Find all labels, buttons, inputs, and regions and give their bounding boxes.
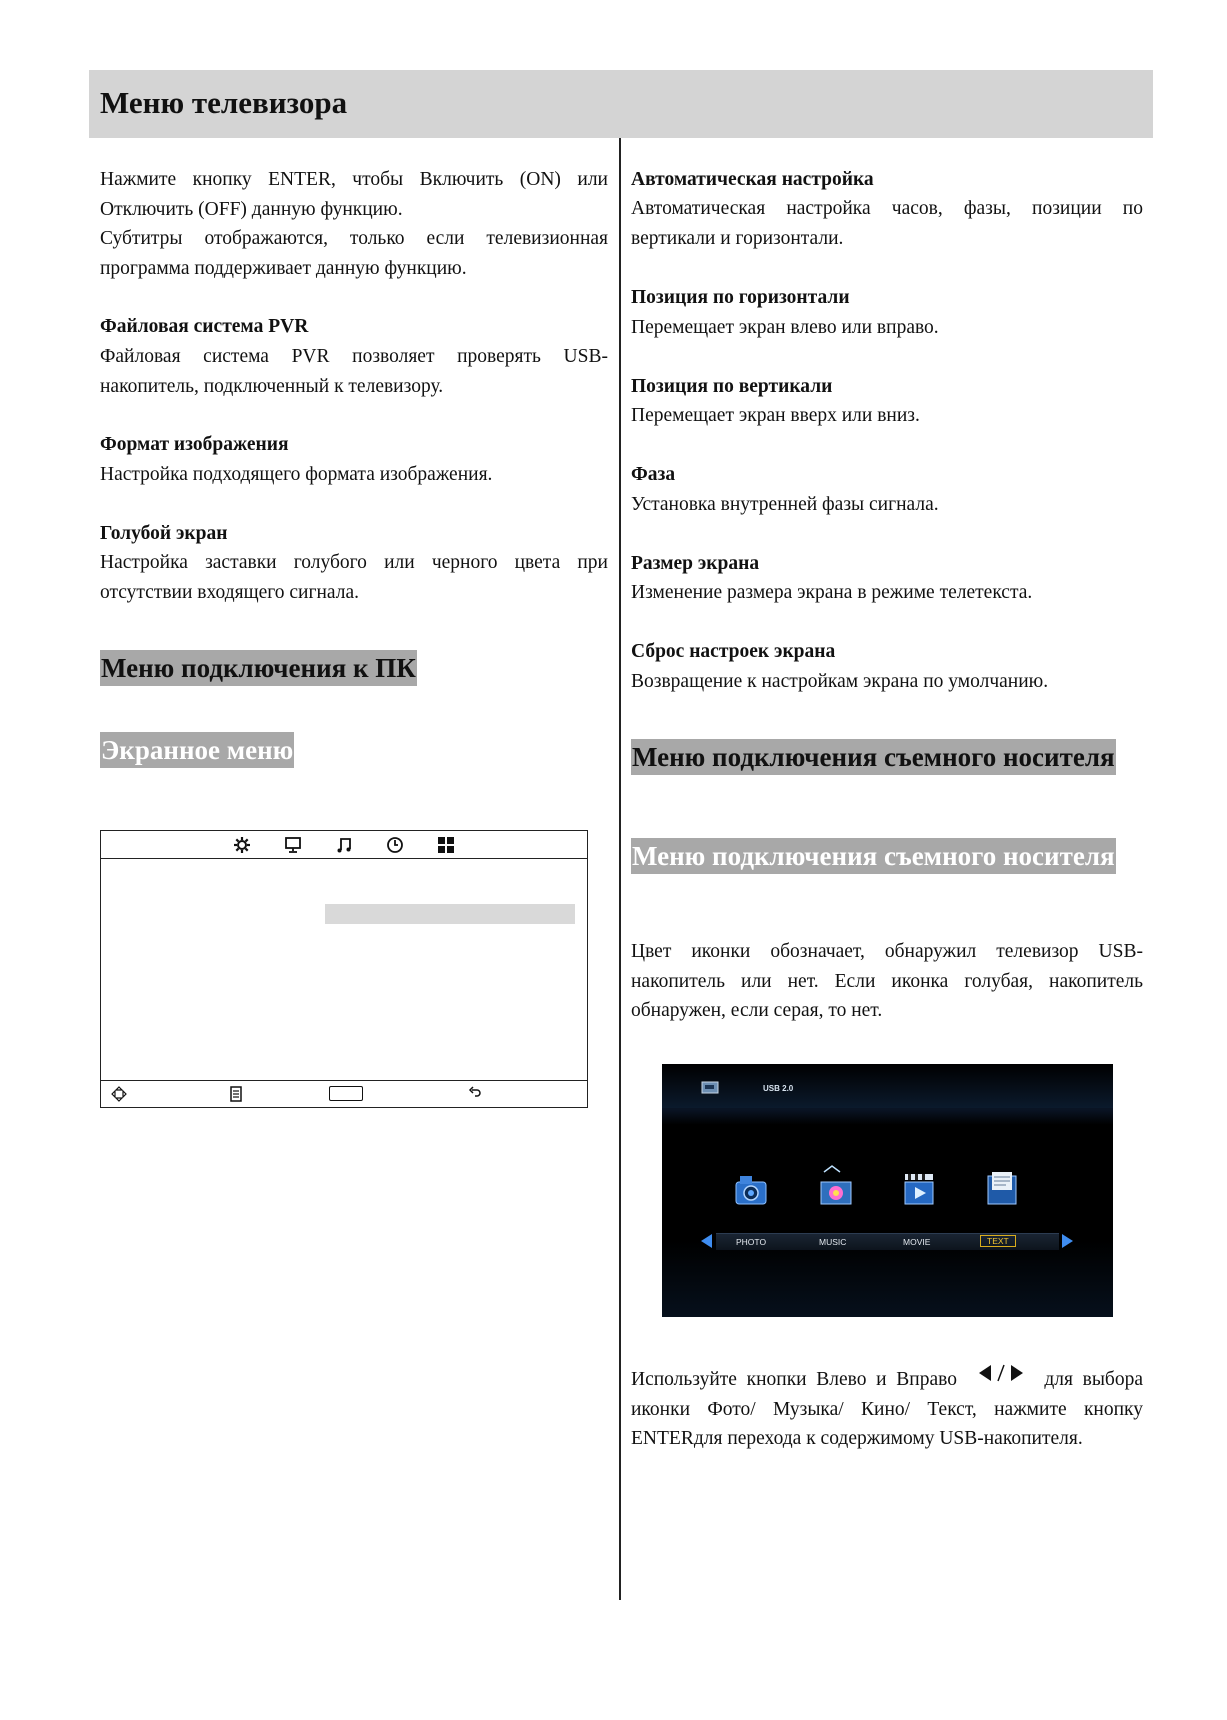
vpos-title: Позиция по вертикали bbox=[631, 376, 833, 397]
usb-item-text[interactable]: TEXT bbox=[980, 1235, 1016, 1247]
auto-adjust-text: Автоматическая настройка часов, фазы, позиции по вертикали и горизонтали. bbox=[631, 198, 1143, 249]
usb-item-music[interactable]: MUSIC bbox=[819, 1237, 847, 1247]
usb-media-screen bbox=[662, 1064, 1113, 1317]
osd-menu-heading: Экранное меню bbox=[100, 732, 294, 768]
gear-icon bbox=[232, 835, 252, 855]
pc-menu-heading-wrap bbox=[100, 650, 608, 686]
movie-clapper-icon[interactable] bbox=[899, 1168, 939, 1210]
osd-hint-bar bbox=[101, 1080, 587, 1107]
grid-icon bbox=[436, 835, 456, 855]
usb-nav-right-arrow[interactable] bbox=[1062, 1234, 1073, 1248]
usb-drive-icon bbox=[700, 1080, 722, 1096]
page-title: Меню телевизора bbox=[100, 85, 348, 120]
auto-adjust-title: Автоматическая настройка bbox=[631, 169, 874, 190]
monitor-icon bbox=[283, 835, 303, 855]
usb-item-photo[interactable]: PHOTO bbox=[736, 1237, 767, 1247]
phase-title: Фаза bbox=[631, 464, 676, 485]
format-text: Настройка подходящего формата изображения. bbox=[100, 464, 493, 485]
usb-item-movie[interactable]: MOVIE bbox=[903, 1237, 931, 1247]
reset-text: Возвращение к настройкам экрана по умолчанию. bbox=[631, 671, 1049, 692]
vpos-text: Перемещает экран вверх или вниз. bbox=[631, 405, 920, 426]
screen-size-text: Изменение размера экрана в режиме телетекста. bbox=[631, 582, 1033, 603]
usb-instructions-post: для выбора иконки Фото/ Музыка/ Кино/ Текст, нажмите кнопку ENTERдля перехода к содержимому USB-накопителя. bbox=[631, 1369, 1143, 1449]
page-header bbox=[89, 70, 1153, 138]
column-divider bbox=[619, 138, 621, 1600]
osd-heading-wrap bbox=[100, 732, 608, 768]
pc-menu-heading: Меню подключения к ПК bbox=[100, 650, 417, 686]
intro-text-1: Нажмите кнопку ENTER, чтобы Включить (ON) или Отключить (OFF) данную функцию. bbox=[100, 169, 608, 220]
music-speaker-icon[interactable] bbox=[816, 1164, 856, 1210]
photo-camera-icon[interactable] bbox=[732, 1170, 772, 1210]
osd-menu-diagram bbox=[100, 830, 588, 1108]
usb-menu-heading-1: Меню подключения съемного носителя bbox=[631, 739, 1116, 775]
usb-heading-2-wrap bbox=[631, 838, 1143, 874]
osd-highlight-bar bbox=[325, 904, 575, 924]
usb-heading-1-wrap bbox=[631, 739, 1143, 775]
clock-icon bbox=[385, 835, 405, 855]
usb-item-label-bar bbox=[716, 1233, 1059, 1250]
screen-size-title: Размер экрана bbox=[631, 553, 760, 574]
reset-title: Сброс настроек экрана bbox=[631, 641, 836, 662]
text-document-icon[interactable] bbox=[982, 1168, 1022, 1210]
move-arrows-icon bbox=[109, 1084, 129, 1104]
return-icon bbox=[465, 1084, 485, 1104]
usb-menu-heading-2: Меню подключения съемного носителя bbox=[631, 838, 1116, 874]
usb-top-bar bbox=[662, 1064, 1113, 1108]
blue-screen-text: Настройка заставки голубого или черного цвета при отсутствии входящего сигнала. bbox=[100, 552, 608, 603]
hpos-title: Позиция по горизонтали bbox=[631, 287, 850, 308]
osd-tab-bar bbox=[101, 831, 587, 859]
pvr-title: Файловая система PVR bbox=[100, 316, 309, 337]
left-right-arrows-icon bbox=[977, 1363, 1025, 1383]
usb-instructions-pre: Используйте кнопки Влево и Вправо bbox=[631, 1369, 957, 1390]
usb-description: Цвет иконки обозначает, обнаружил телевизор USB-накопитель или нет. Если иконка голубая, накопитель обнаружен, если серая, то нет. bbox=[631, 941, 1143, 1021]
usb-nav-left-arrow[interactable] bbox=[701, 1234, 712, 1248]
phase-text: Установка внутренней фазы сигнала. bbox=[631, 494, 939, 515]
hpos-text: Перемещает экран влево или вправо. bbox=[631, 317, 939, 338]
blue-screen-title: Голубой экран bbox=[100, 523, 228, 544]
music-note-icon bbox=[334, 835, 354, 855]
usb-screen-title: USB 2.0 bbox=[763, 1084, 794, 1093]
menu-doc-icon bbox=[226, 1084, 246, 1104]
format-title: Формат изображения bbox=[100, 434, 289, 455]
pvr-text: Файловая система PVR позволяет проверять USB-накопитель, подключенный к телевизору. bbox=[100, 346, 608, 397]
usb-instructions bbox=[631, 1363, 1143, 1454]
button-frame-icon bbox=[329, 1086, 363, 1101]
intro-text-2: Субтитры отображаются, только если телевизионная программа поддерживает данную функцию. bbox=[100, 228, 608, 279]
